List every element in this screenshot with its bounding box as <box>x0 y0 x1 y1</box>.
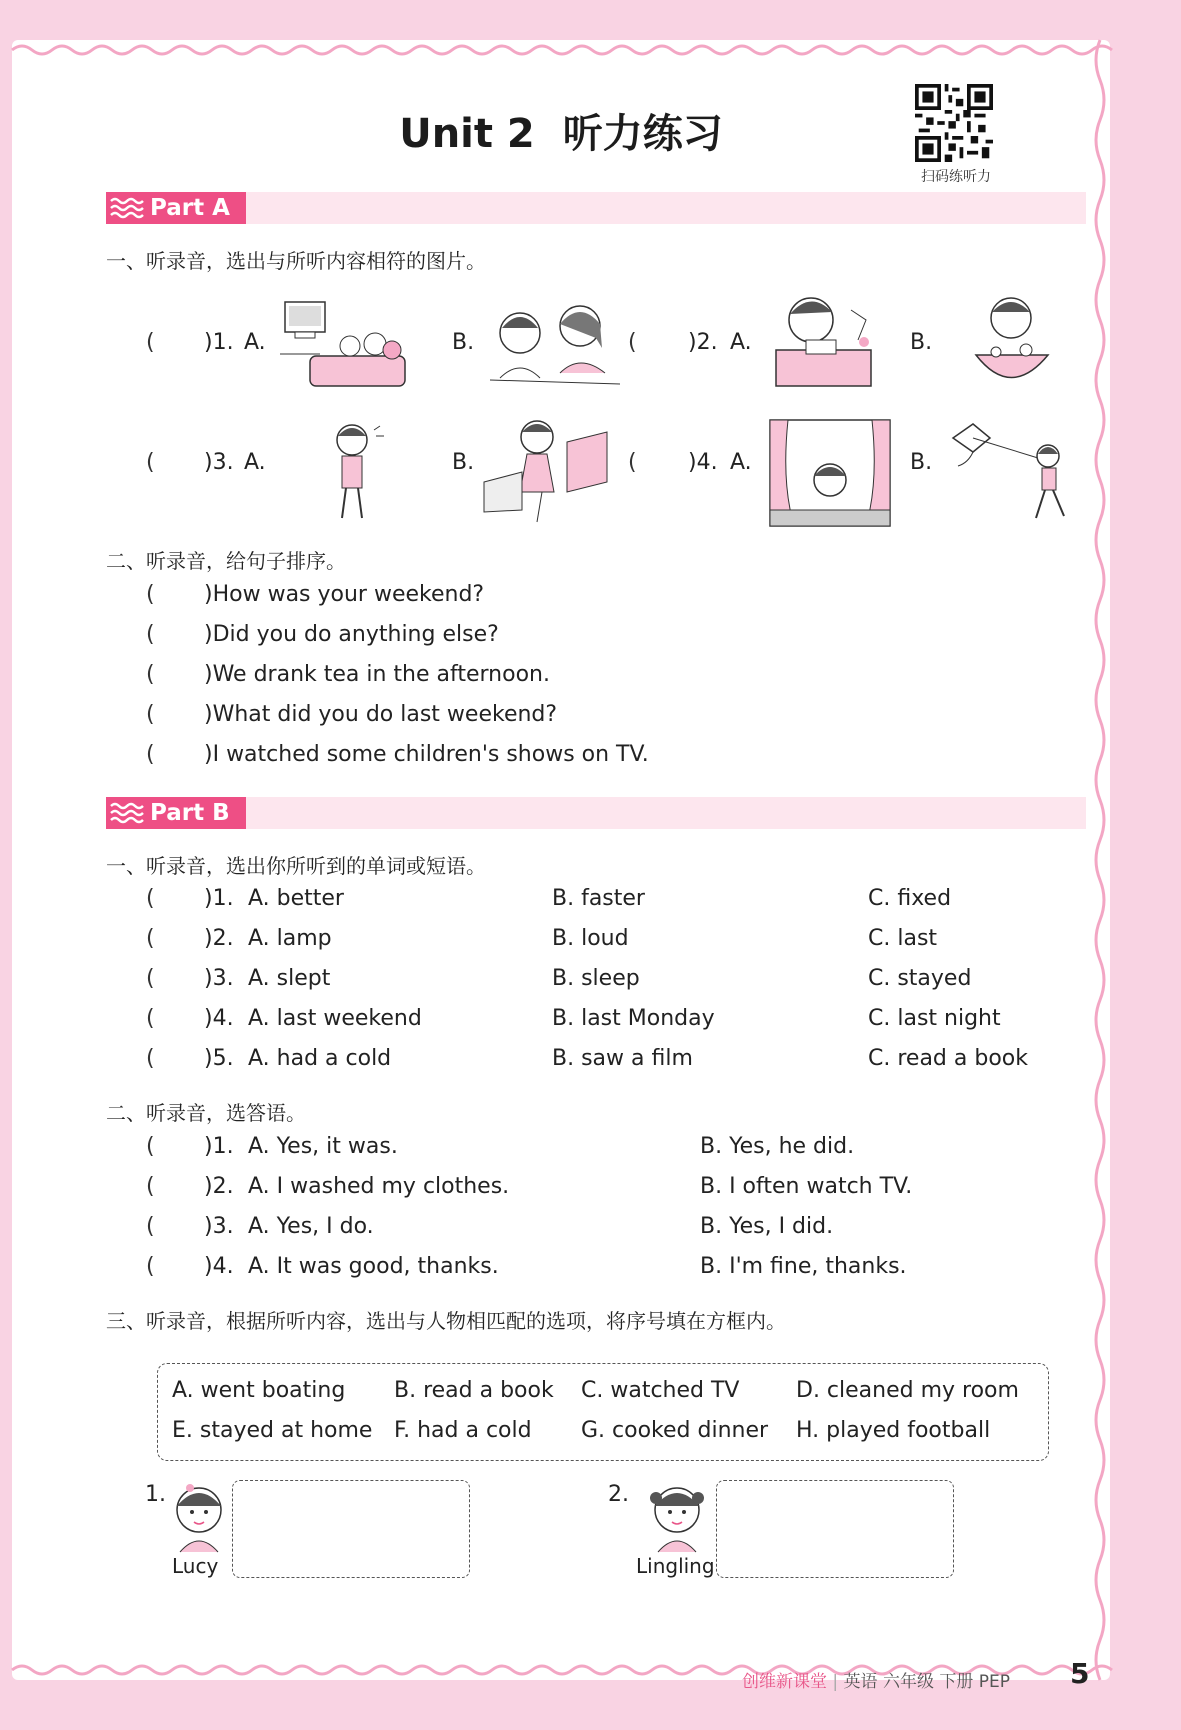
page-number: 5 <box>1070 1657 1090 1690</box>
person-2-name: Lingling <box>636 1554 715 1578</box>
footer-brand: 创维新课堂 <box>742 1672 827 1692</box>
choice-b: B. saw a film <box>552 1046 693 1071</box>
answer-paren[interactable]: ( <box>146 450 155 475</box>
item-2-num: )2. <box>688 330 718 355</box>
item-1-a: A. <box>244 330 266 355</box>
choice-b: B. loud <box>552 926 629 951</box>
part-a-bar <box>106 192 1086 224</box>
part-a-tag <box>106 192 246 224</box>
reading-kids-picture <box>490 298 620 390</box>
answer-paren[interactable]: ( <box>146 330 155 355</box>
watching-tv-picture <box>280 294 410 390</box>
wave-lines-icon <box>110 196 142 220</box>
answer-box-2[interactable] <box>716 1480 954 1578</box>
answer-paren[interactable]: ( <box>146 1214 155 1239</box>
sentence-2: )Did you do anything else? <box>204 622 499 647</box>
options-box <box>157 1363 1049 1461</box>
girl-at-window-picture <box>768 418 892 530</box>
answer-paren[interactable]: ( <box>628 330 637 355</box>
choice-b: B. sleep <box>552 966 640 991</box>
choice-b: B. faster <box>552 886 645 911</box>
answer-paren[interactable]: ( <box>146 742 155 767</box>
choice-num: )1. <box>204 886 234 911</box>
part-a-section2-heading: 二、听录音，给句子排序。 <box>106 549 346 573</box>
sick-girl-picture <box>312 418 392 528</box>
part-b-label: Part B <box>150 800 230 826</box>
girl-flying-kite-picture <box>948 418 1078 528</box>
sentence-5: )I watched some children's shows on TV. <box>204 742 649 767</box>
top-wave-border <box>12 40 1110 58</box>
choice-c: C. read a book <box>868 1046 1028 1071</box>
answer-paren[interactable]: ( <box>146 1254 155 1279</box>
worksheet-page <box>12 40 1110 1692</box>
lucy-avatar <box>168 1480 230 1552</box>
answer-paren[interactable]: ( <box>146 926 155 951</box>
footer-grade: 六年级 <box>882 1672 934 1692</box>
answer-paren[interactable]: ( <box>146 702 155 727</box>
sentence-4: )What did you do last weekend? <box>204 702 558 727</box>
qr-code-icon[interactable] <box>915 84 993 162</box>
answer-box-1[interactable] <box>232 1480 470 1578</box>
part-b-section1-heading: 一、听录音，选出你所听到的单词或短语。 <box>106 854 486 878</box>
option-g: G. cooked dinner <box>581 1418 769 1443</box>
option-a: A. went boating <box>172 1378 346 1403</box>
page-footer: 创维新课堂 | 英语 六年级 下册 PEP <box>742 1672 1011 1692</box>
boy-washing-picture <box>956 290 1066 394</box>
option-e: E. stayed at home <box>172 1418 373 1443</box>
footer-term: 下册 <box>939 1672 974 1692</box>
answer-paren[interactable]: ( <box>146 662 155 687</box>
item-4-b: B. <box>910 450 933 475</box>
choice-c: C. fixed <box>868 886 952 911</box>
choice-a: A. had a cold <box>248 1046 392 1071</box>
answer-paren[interactable]: ( <box>146 582 155 607</box>
answer-paren[interactable]: ( <box>146 1046 155 1071</box>
part-b-bar <box>106 797 1086 829</box>
answer-paren[interactable]: ( <box>146 622 155 647</box>
part-a-section1-heading: 一、听录音，选出与所听内容相符的图片。 <box>106 249 486 273</box>
right-wave-border <box>1092 40 1110 1680</box>
person-2-num: 2. <box>608 1482 629 1507</box>
item-3-a: A. <box>244 450 266 475</box>
unit-label: Unit 2 <box>399 111 535 157</box>
option-h: H. played football <box>796 1418 991 1443</box>
footer-subject: 英语 <box>843 1672 878 1692</box>
part-b-section3-heading: 三、听录音，根据所听内容，选出与人物相匹配的选项，将序号填在方框内。 <box>106 1309 786 1333</box>
wave-lines-icon <box>110 801 142 825</box>
choice-a: A. last weekend <box>248 1006 422 1031</box>
reply-b: B. Yes, he did. <box>700 1134 855 1159</box>
answer-paren[interactable]: ( <box>146 1174 155 1199</box>
option-f: F. had a cold <box>394 1418 532 1443</box>
reply-a: A. I washed my clothes. <box>248 1174 510 1199</box>
choice-a: A. lamp <box>248 926 332 951</box>
reply-num: )3. <box>204 1214 234 1239</box>
item-2-a: A. <box>730 330 752 355</box>
person-1-num: 1. <box>145 1482 166 1507</box>
reply-a: A. It was good, thanks. <box>248 1254 499 1279</box>
item-3-b: B. <box>452 450 475 475</box>
choice-c: C. last <box>868 926 938 951</box>
reply-num: )1. <box>204 1134 234 1159</box>
person-1-name: Lucy <box>172 1554 219 1578</box>
answer-paren[interactable]: ( <box>146 886 155 911</box>
boy-at-desk-picture <box>766 290 886 394</box>
footer-edition: PEP <box>978 1672 1011 1692</box>
option-c: C. watched TV <box>581 1378 740 1403</box>
reply-b: B. Yes, I did. <box>700 1214 834 1239</box>
option-b: B. read a book <box>394 1378 554 1403</box>
part-a-label: Part A <box>150 195 230 221</box>
choice-c: C. last night <box>868 1006 1001 1031</box>
reply-b: B. I often watch TV. <box>700 1174 913 1199</box>
choice-a: A. slept <box>248 966 331 991</box>
choice-num: )2. <box>204 926 234 951</box>
lingling-avatar <box>646 1480 708 1552</box>
sentence-1: )How was your weekend? <box>204 582 485 607</box>
answer-paren[interactable]: ( <box>146 1006 155 1031</box>
item-1-b: B. <box>452 330 475 355</box>
option-d: D. cleaned my room <box>796 1378 1019 1403</box>
girl-cleaning-picture <box>482 412 612 528</box>
choice-num: )4. <box>204 1006 234 1031</box>
reply-a: A. Yes, I do. <box>248 1214 374 1239</box>
part-b-tag <box>106 797 246 829</box>
choice-b: B. last Monday <box>552 1006 715 1031</box>
sentence-3: )We drank tea in the afternoon. <box>204 662 550 687</box>
item-4-num: )4. <box>688 450 718 475</box>
reply-num: )4. <box>204 1254 234 1279</box>
reply-num: )2. <box>204 1174 234 1199</box>
part-b-section2-heading: 二、听录音，选答语。 <box>106 1101 306 1125</box>
answer-paren[interactable]: ( <box>628 450 637 475</box>
reply-a: A. Yes, it was. <box>248 1134 398 1159</box>
choice-num: )3. <box>204 966 234 991</box>
item-4-a: A. <box>730 450 752 475</box>
title-text: 听力练习 <box>562 111 723 157</box>
qr-caption: 扫码练听力 <box>921 169 991 185</box>
choice-c: C. stayed <box>868 966 972 991</box>
item-2-b: B. <box>910 330 933 355</box>
answer-paren[interactable]: ( <box>146 966 155 991</box>
item-3-num: )3. <box>204 450 234 475</box>
item-1-num: )1. <box>204 330 234 355</box>
reply-b: B. I'm fine, thanks. <box>700 1254 907 1279</box>
choice-num: )5. <box>204 1046 234 1071</box>
choice-a: A. better <box>248 886 344 911</box>
answer-paren[interactable]: ( <box>146 1134 155 1159</box>
